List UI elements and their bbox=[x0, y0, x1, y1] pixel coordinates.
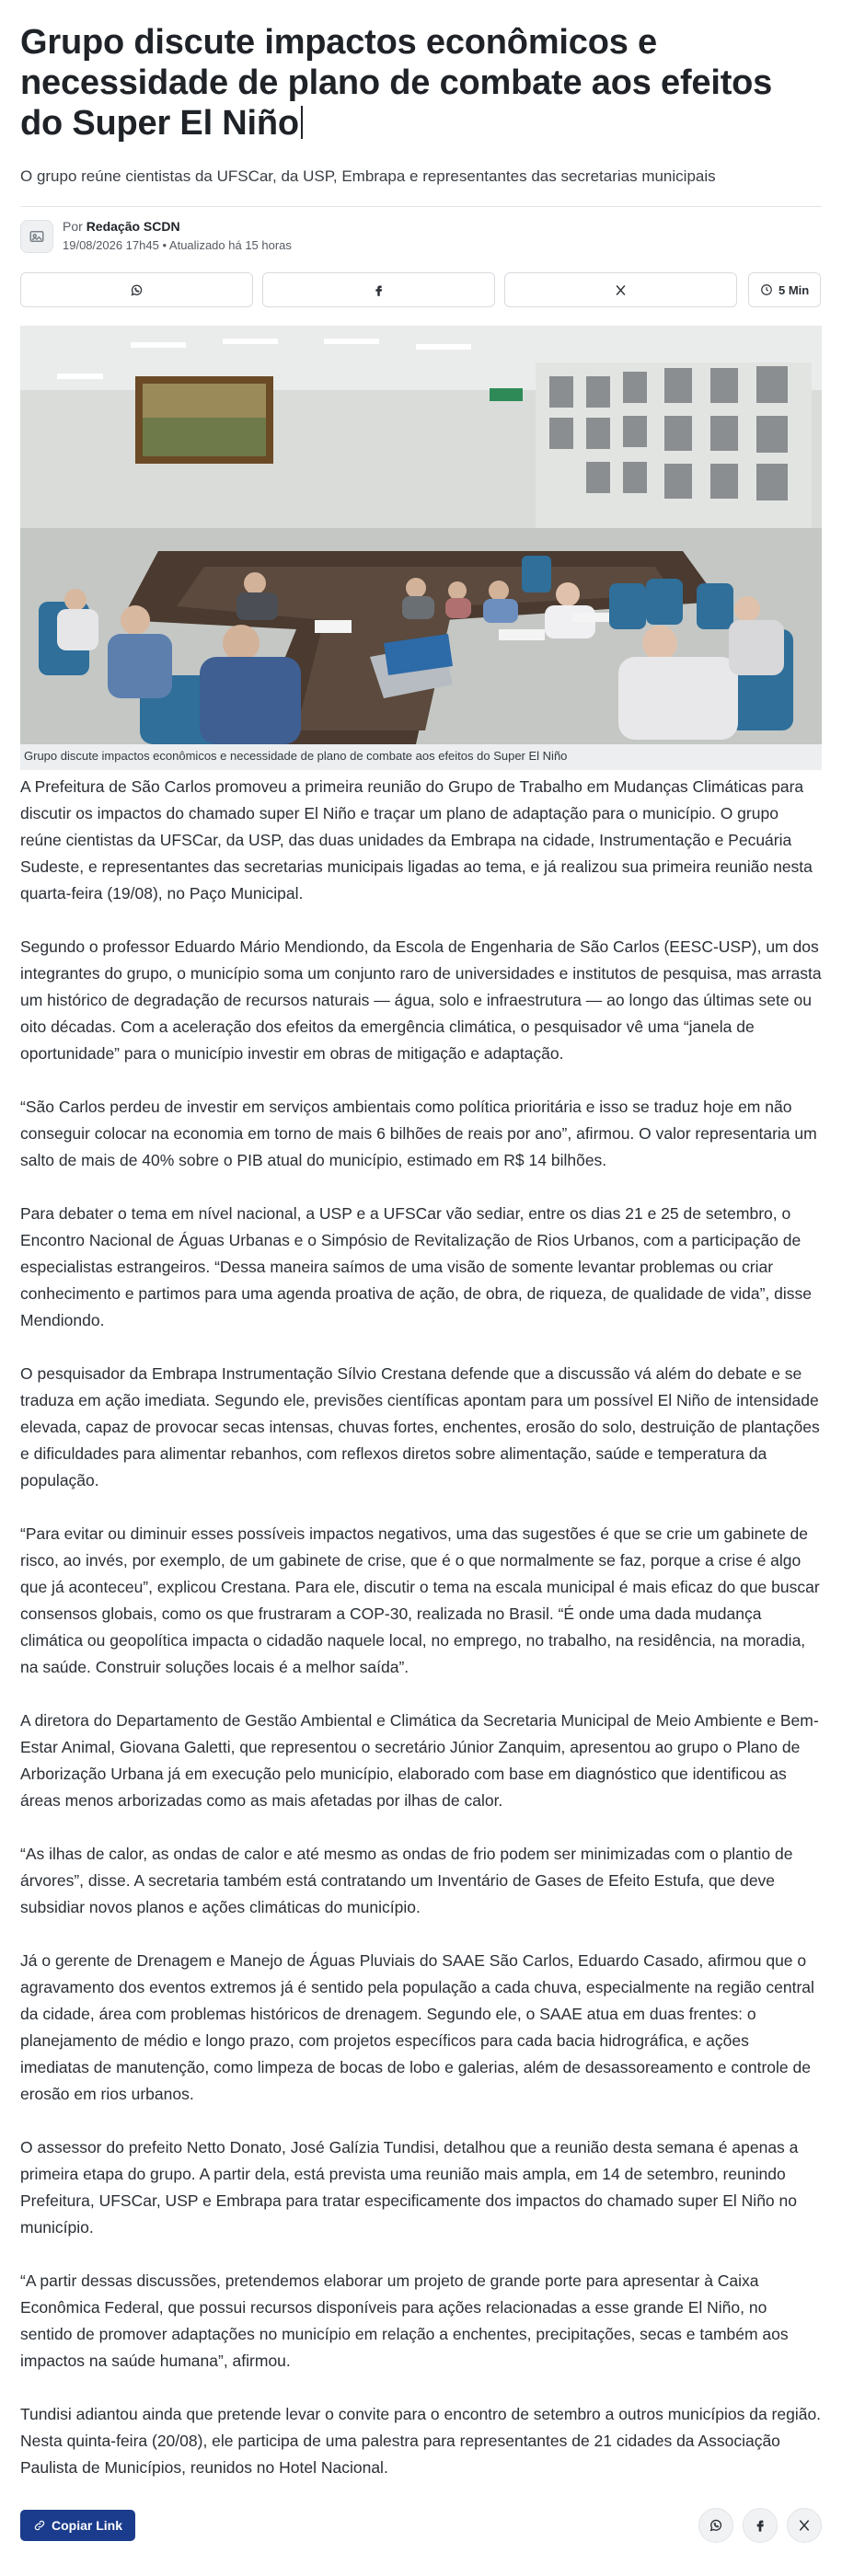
article-paragraph: O assessor do prefeito Netto Donato, José Galízia Tundisi, detalhou que a reunião desta semana é apenas a primeira etapa do grupo. A partir dela, está prevista uma reunião mais ampla, em 14 de setembro, reunindo Prefeitura, UFSCar, USP e Embrapa para tratar especificamente dos impactos do chamado super El Niño no município. bbox=[20, 2138, 799, 2237]
article-figure bbox=[20, 326, 822, 770]
article-paragraph: A diretora do Departamento de Gestão Ambiental e Climática da Secretaria Municipal de Meio Ambiente e Bem-Estar Animal, Giovana Galetti, que representou o secretário Júnior Zanquim, apresentou ao grupo o Plano de Arborização Urbana já em execução pelo município, elaborado com base em diagnóstico que identificou as áreas menos arborizadas como as mais afetadas por ilhas de calor. bbox=[20, 1711, 819, 1810]
share-x-button[interactable] bbox=[504, 272, 737, 307]
footer-share-icons bbox=[698, 2508, 822, 2543]
article-paragraph: O pesquisador da Embrapa Instrumentação Sílvio Crestana defende que a discussão vá além do debate e se traduza em ação imediata. Segundo ele, previsões científicas apontam para um possível El Niño de intensidade elevada, capaz de provocar secas intensas, chuvas fortes, enchentes, erosão do solo, destruição de plantações e dificuldades para alimentar rebanhos, com reflexos diretos sobre alimentação, saúde e temperatura da população. bbox=[20, 1364, 820, 1489]
copy-link-label: Copiar Link bbox=[52, 2518, 123, 2533]
byline bbox=[20, 218, 822, 254]
facebook-icon bbox=[372, 283, 386, 297]
footer-whatsapp-button[interactable] bbox=[698, 2508, 733, 2543]
meta-separator: • bbox=[162, 238, 167, 252]
article-paragraph: “Para evitar ou diminuir esses possíveis impactos negativos, uma das sugestões é que se crie um gabinete de risco, ao invés, por exemplo, de um gabinete de crise, que é o que normalmente se faz, porque a crise é algo que já aconteceu”, explicou Crestana. Para ele, discutir o tema na escala municipal é mais eficaz do que buscar consensos globais, como os que frustraram a COP-30, realizada no Brasil. “É onde uma dada mudança climática ou geopolítica impacta o cidadão naquele local, no emprego, no trabalho, na residência, na moradia, na saúde. Construir soluções locais é a melhor saída”. bbox=[20, 1524, 820, 1676]
article-paragraph: Tundisi adiantou ainda que pretende levar o convite para o encontro de setembro a outros municípios da região. Nesta quinta-feira (20/08), ele participa de uma palestra para representantes de 21 cidades da Associação Paulista de Municípios, reunidos no Hotel Nacional. bbox=[20, 2405, 822, 2477]
facebook-icon bbox=[753, 2518, 767, 2533]
footer-x-button[interactable] bbox=[787, 2508, 822, 2543]
meeting-photo bbox=[20, 326, 822, 744]
byline-author-line bbox=[63, 218, 292, 235]
article-body bbox=[20, 774, 822, 2481]
image-caption: Grupo discute impactos econômicos e necessidade de plano de combate aos efeitos do Super El Niño bbox=[20, 744, 822, 770]
x-icon bbox=[614, 283, 628, 297]
share-whatsapp-button[interactable] bbox=[20, 272, 253, 307]
read-time-label: 5 Min bbox=[779, 282, 810, 297]
author-name[interactable]: Redação SCDN bbox=[86, 219, 180, 234]
article-paragraph: “A partir dessas discussões, pretendemos elaborar um projeto de grande porte para apresentar à Caixa Econômica Federal, que possui recursos disponíveis para ações relacionadas a esse grande El Niño, no sentido de promover adaptações no município em relação a enchentes, precipitações, secas e também aos impactos na saúde humana”, afirmou. bbox=[20, 2271, 789, 2370]
read-time-badge bbox=[748, 272, 821, 307]
article-paragraph: A Prefeitura de São Carlos promoveu a primeira reunião do Grupo de Trabalho em Mudanças Climáticas para discutir os impactos do chamado super El Niño e traçar um plano de adaptação para o município. O grupo reúne cientistas da UFSCar, da USP, das duas unidades da Embrapa na cidade, Instrumentação e Pecuária Sudeste, e representantes das secretarias municipais ligadas ao tema, e já realizou sua primeira reunião nesta quarta-feira (19/08), no Paço Municipal. bbox=[20, 777, 813, 903]
whatsapp-icon bbox=[709, 2518, 723, 2533]
article-paragraph: Já o gerente de Drenagem e Manejo de Águas Pluviais do SAAE São Carlos, Eduardo Casado, afirmou que o agravamento dos eventos extremos já é sentido pela população a cada chuva, especialmente na região central da cidade, área com problemas históricos de drenagem. Segundo ele, o SAAE atua em duas frentes: o planejamento de médio e longo prazo, com projetos específicos para cada bacia hidrográfica, e ações imediatas de manutenção, como limpeza de bocas de lobo e galerias, além de desassoreamento e controle de erosão em rios urbanos. bbox=[20, 1951, 814, 2103]
article-paragraph: Para debater o tema em nível nacional, a USP e a UFSCar vão sediar, entre os dias 21 e 25 de setembro, o Encontro Nacional de Águas Urbanas e o Simpósio de Revitalização de Rios Urbanos, com a participação de especialistas estrangeiros. “Dessa maneira saímos de uma visão de somente levantar problemas ou criar conhecimento e partimos para uma agenda proativa de ação, de obra, de riqueza, de qualidade de vida”, disse Mendiondo. bbox=[20, 1204, 813, 1329]
publish-date: 19/08/2026 17h45 bbox=[63, 238, 159, 252]
share-bar bbox=[20, 272, 822, 307]
updated-time: Atualizado há 15 horas bbox=[168, 238, 292, 252]
whatsapp-icon bbox=[130, 283, 144, 297]
article-footer bbox=[20, 2508, 822, 2543]
link-icon bbox=[33, 2519, 46, 2532]
footer-facebook-button[interactable] bbox=[743, 2508, 778, 2543]
divider bbox=[20, 206, 822, 207]
byline-prefix: Por bbox=[63, 219, 83, 234]
article-subtitle: O grupo reúne cientistas da UFSCar, da USP, Embrapa e representantes das secretarias municipais bbox=[20, 167, 716, 185]
newspaper-icon bbox=[29, 228, 45, 245]
share-facebook-button[interactable] bbox=[262, 272, 495, 307]
article-paragraph: “As ilhas de calor, as ondas de calor e até mesmo as ondas de frio podem ser minimizadas com o plantio de árvores”, disse. A secretaria também está contratando um Inventário de Gases de Efeito Estufa, que deve subsidiar novos planos e ações climáticas do município. bbox=[20, 1845, 793, 1916]
article-headline bbox=[20, 22, 822, 144]
article-title: Grupo discute impactos econômicos e necessidade de plano de combate aos efeitos do Super El Niño bbox=[20, 23, 773, 143]
article-paragraph: “São Carlos perdeu de investir em serviços ambientais como política prioritária e isso se traduz hoje em não conseguir colocar na economia em torno de mais 6 bilhões de reais por ano”, afirmou. O valor representaria um salto de mais de 40% sobre o PIB atual do município, estimado em R$ 14 bilhões. bbox=[20, 1098, 817, 1169]
copy-link-button[interactable] bbox=[20, 2510, 135, 2541]
clock-icon bbox=[760, 283, 773, 296]
x-icon bbox=[797, 2518, 812, 2533]
byline-meta bbox=[63, 237, 292, 254]
article-paragraph: Segundo o professor Eduardo Mário Mendiondo, da Escola de Engenharia de São Carlos (EESC-USP), um dos integrantes do grupo, o município soma um conjunto raro de universidades e institutos de pesquisa, mas arrasta um histórico de degradação de recursos naturais — água, solo e infraestrutura — ao longo das últimas sete ou oito décadas. Com a aceleração dos efeitos da emergência climática, o pesquisador vê uma “janela de oportunidade” para o município investir em obras de mitigação e adaptação. bbox=[20, 937, 822, 1063]
author-avatar bbox=[20, 220, 53, 253]
text-cursor bbox=[301, 106, 303, 139]
